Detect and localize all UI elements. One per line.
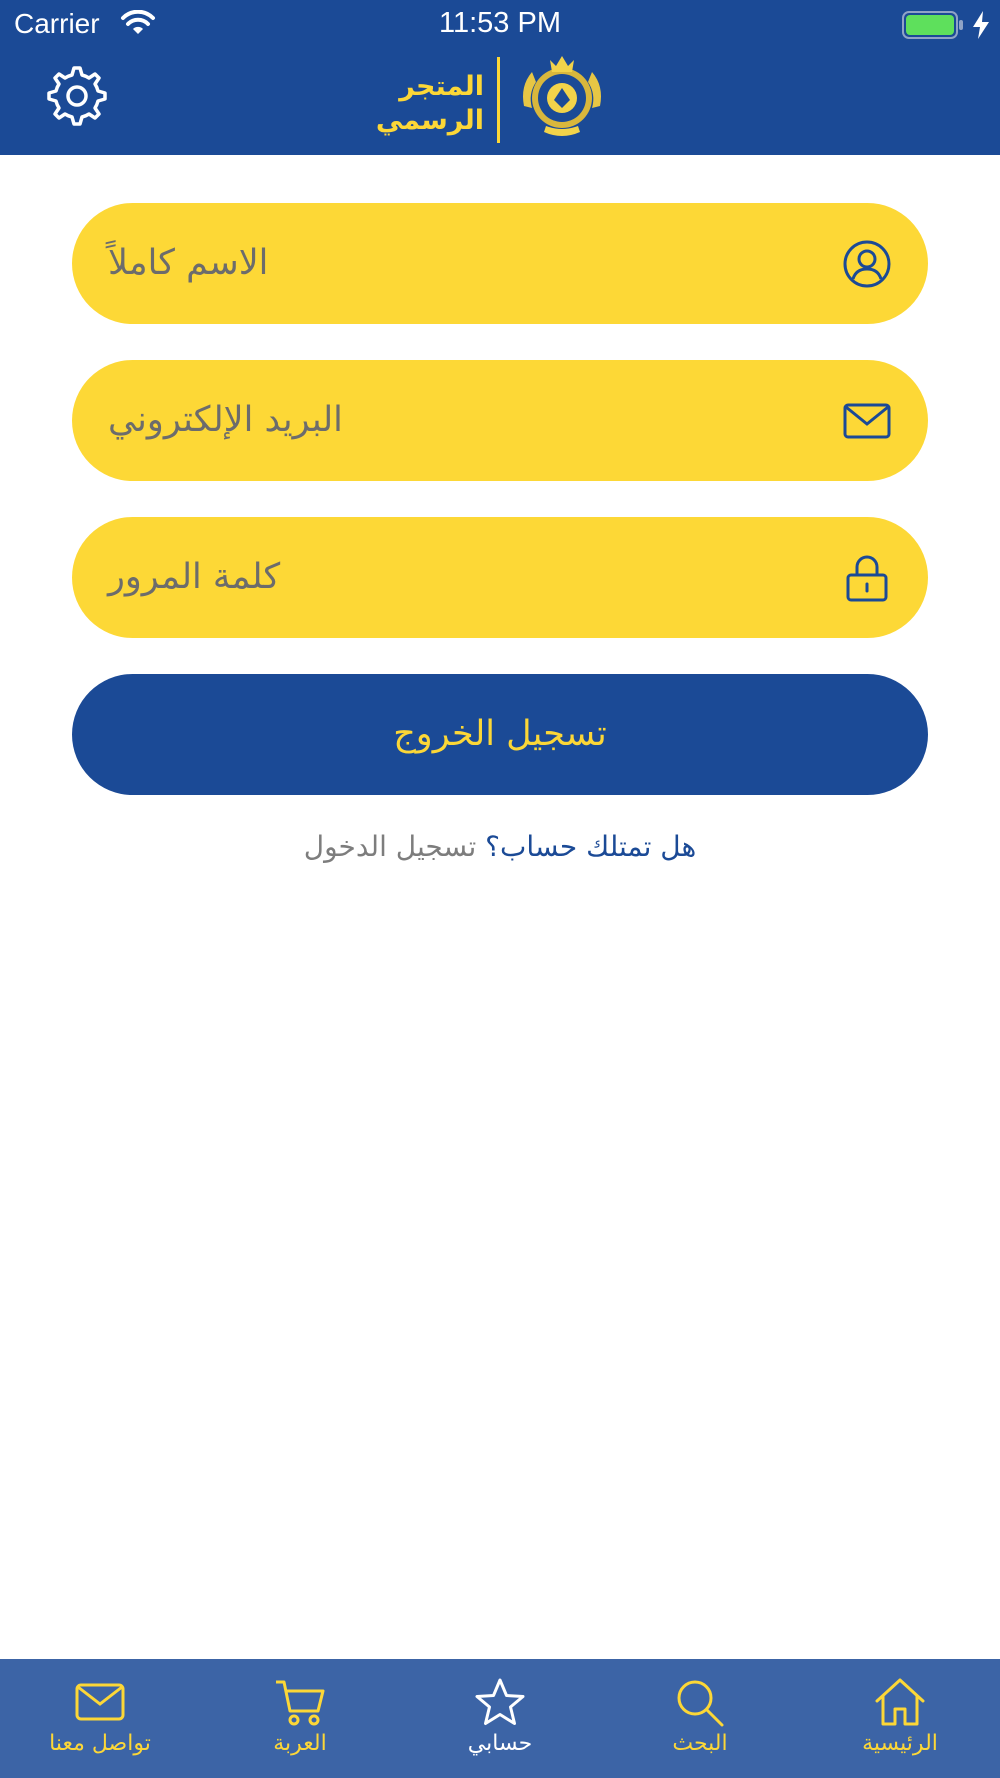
tab-label: الرئيسية [862,1731,938,1756]
charging-bolt-icon [970,10,992,40]
tab-label: تواصل معنا [49,1731,151,1756]
tab-cart[interactable] [200,1659,400,1778]
email-placeholder: البريد الإلكتروني [108,400,343,440]
bottom-tab-bar [0,1659,1000,1778]
envelope-icon [74,1677,126,1725]
battery-icon [902,11,964,39]
login-link[interactable]: تسجيل الدخول [303,830,477,863]
password-field[interactable] [72,517,928,638]
tab-label: البحث [672,1731,728,1756]
brand-line-1: المتجر [399,71,484,102]
tab-contact[interactable] [0,1659,200,1778]
submit-button[interactable]: تسجيل الخروج [72,674,928,795]
tab-label: حسابي [467,1731,533,1756]
brand-line-2: الرسمي [375,105,484,136]
search-icon [674,1677,726,1729]
envelope-icon [842,396,892,446]
password-placeholder: كلمة المرور [108,557,281,597]
top-header [0,0,1000,155]
settings-button[interactable] [45,62,109,126]
tab-home[interactable] [800,1659,1000,1778]
tab-label: العربة [273,1731,327,1756]
club-crest-logo [514,48,610,144]
gear-icon [45,62,109,126]
tab-account[interactable] [400,1659,600,1778]
lock-icon [842,553,892,603]
full-name-placeholder: الاسم كاملاً [108,243,269,283]
brand-divider [497,57,500,143]
cart-icon [274,1677,326,1729]
status-time: 11:53 PM [439,7,561,39]
account-prompt [0,830,1000,863]
user-circle-icon [842,239,892,289]
brand-text [375,70,484,138]
account-question: هل تمتلك حساب؟ [485,830,697,863]
status-carrier: Carrier [14,8,100,39]
full-name-field[interactable] [72,203,928,324]
star-icon [474,1677,526,1729]
home-icon [874,1677,926,1729]
tab-search[interactable] [600,1659,800,1778]
email-field[interactable] [72,360,928,481]
